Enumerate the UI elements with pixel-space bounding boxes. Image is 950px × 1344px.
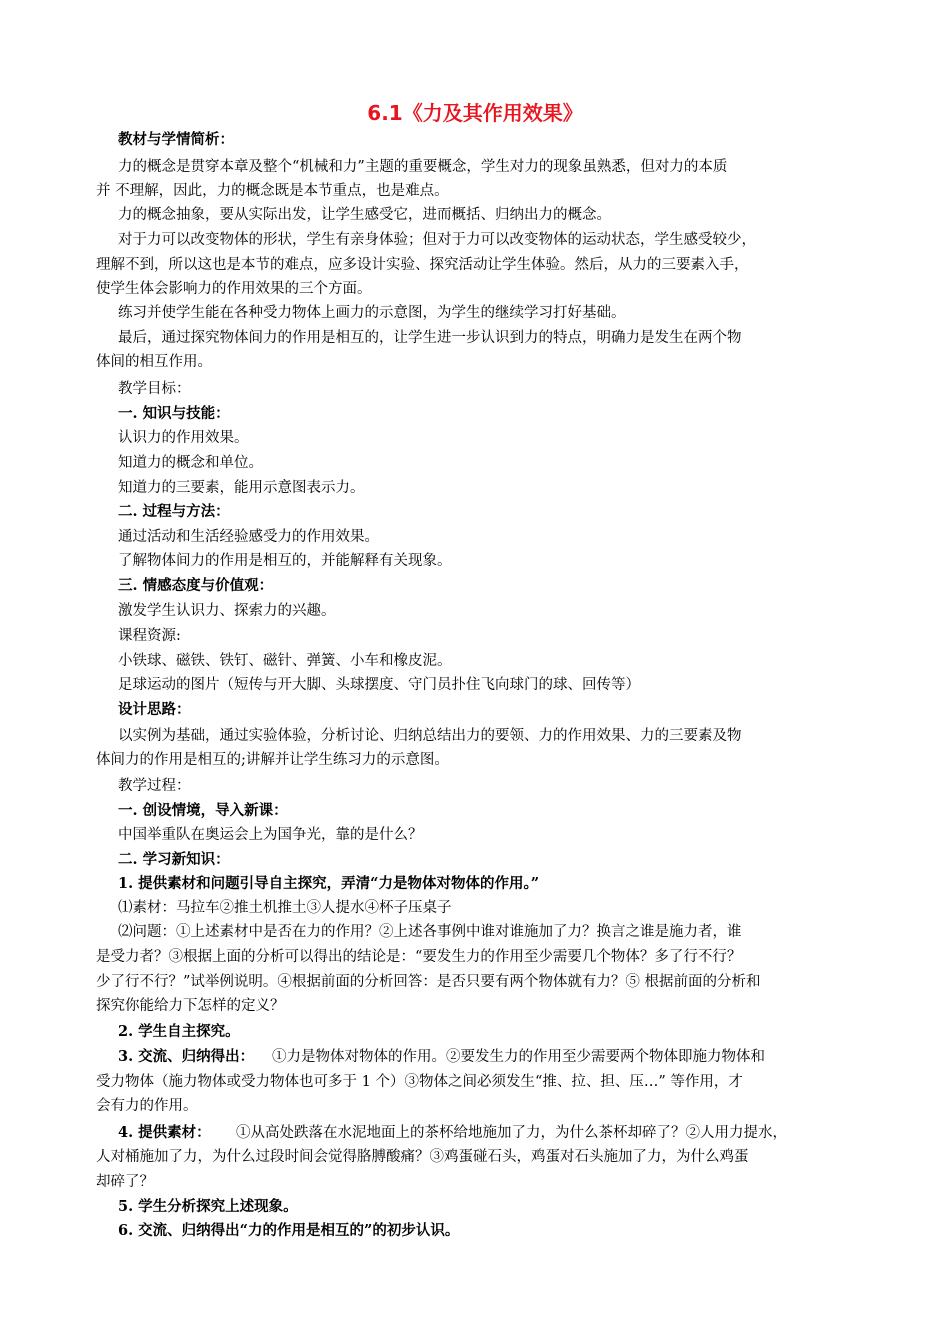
body-text-line: ①从高处跌落在水泥地面上的茶杯给地施加了力，为什么茶杯却碎了？②人用力提水， bbox=[236, 1125, 787, 1141]
body-text-line: 力的概念抽象，要从实际出发，让学生感受它，进而概括、归纳出力的概念。 bbox=[118, 207, 611, 223]
body-text-line: 是受力者？③根据上面的分析可以得出的结论是：“要发生力的作用至少需要几个物体？多了行不行？ bbox=[96, 949, 742, 965]
body-text-line: ①力是物体对物体的作用。②要发生力的作用至少需要两个物体即施力物体和 bbox=[272, 1049, 765, 1065]
body-text-line: 知道力的概念和单位。 bbox=[118, 455, 263, 471]
body-text-line: ⑴素材：马拉车②推土机推土③人提水④杯子压桌子 bbox=[118, 900, 452, 916]
body-text-line: 使学生体会影响力的作用效果的三个方面。 bbox=[96, 281, 372, 297]
body-text-line: 教学过程： bbox=[118, 778, 191, 794]
body-text-line: 少了行不行？”试举例说明。④根据前面的分析回答：是否只要有两个物体就有力？⑤ 根据前面的分析和 bbox=[96, 974, 761, 990]
body-text-line: 人对桶施加了力，为什么过段时间会觉得胳膊酸痛？③鸡蛋碰石头，鸡蛋对石头施加了力，为什么鸡蛋 bbox=[96, 1149, 749, 1165]
section-heading: 1. 提供素材和问题引导自主探究，弄清“力是物体对物体的作用。” bbox=[118, 875, 540, 892]
inline-heading: 3. 交流、归纳得出： bbox=[118, 1048, 255, 1065]
document-title: 6.1《力及其作用效果》 bbox=[367, 101, 583, 125]
body-text-line: 会有力的作用。 bbox=[96, 1098, 198, 1114]
body-text-line: 探究你能给力下怎样的定义？ bbox=[96, 998, 285, 1014]
body-text-line: 理解不到，所以这也是本节的难点，应多设计实验、探究活动让学生体验。然后，从力的三要素入手， bbox=[96, 257, 749, 273]
body-text-line: 最后，通过探究物体间力的作用是相互的，让学生进一步认识到力的特点，明确力是发生在两个物 bbox=[118, 330, 742, 346]
section-heading: 教材与学情简析： bbox=[118, 131, 234, 148]
body-text-line: 课程资源: bbox=[118, 628, 181, 644]
body-text-line: 激发学生认识力、探索力的兴趣。 bbox=[118, 603, 336, 619]
body-text-line: 以实例为基础，通过实验体验，分析讨论、归纳总结出力的要领、力的作用效果、力的三要素及物 bbox=[118, 728, 742, 744]
section-heading: 6. 交流、归纳得出“力的作用是相互的”的初步认识。 bbox=[118, 1222, 460, 1239]
body-text-line: 对于力可以改变物体的形状，学生有亲身体验；但对于力可以改变物体的运动状态，学生感受较少， bbox=[118, 232, 756, 248]
body-text-line: 并 不理解，因此，力的概念既是本节重点，也是难点。 bbox=[96, 183, 449, 199]
body-text-line: 足球运动的图片（短传与开大脚、头球摆度、守门员扑住飞向球门的球、回传等） bbox=[118, 677, 640, 693]
body-text-line: 体间力的作用是相互的;讲解并让学生练习力的示意图。 bbox=[96, 752, 449, 768]
body-text-line: 练习并使学生能在各种受力物体上画力的示意图，为学生的继续学习打好基础。 bbox=[118, 305, 626, 321]
inline-heading: 4. 提供素材： bbox=[118, 1124, 211, 1141]
section-heading: 2. 学生自主探究。 bbox=[118, 1023, 240, 1040]
body-text-line: 受力物体（施力物体或受力物体也可多于 1 个）③物体之间必须发生“推、拉、担、压…” 等作用，才 bbox=[96, 1074, 743, 1090]
body-text-line: 中国举重队在奥运会上为国争光，靠的是什么？ bbox=[118, 827, 423, 843]
section-heading: 一. 知识与技能： bbox=[118, 405, 230, 422]
body-text-line: 体间的相互作用。 bbox=[96, 354, 212, 370]
section-heading: 一. 创设情境，导入新课： bbox=[118, 802, 288, 819]
body-text-line: 力的概念是贯穿本章及整个“机械和力”主题的重要概念，学生对力的现象虽熟悉，但对力的本质 bbox=[118, 159, 728, 175]
section-heading: 设计思路： bbox=[118, 701, 191, 718]
body-text-line: ⑵问题：①上述素材中是否在力的作用？②上述各事例中谁对谁施加了力？换言之谁是施力者，谁 bbox=[118, 924, 742, 940]
section-heading: 二. 过程与方法： bbox=[118, 503, 230, 520]
section-heading: 二. 学习新知识： bbox=[118, 851, 230, 868]
body-text-line: 了解物体间力的作用是相互的，并能解释有关现象。 bbox=[118, 553, 452, 569]
section-heading: 三. 情感态度与价值观： bbox=[118, 577, 274, 594]
body-text-line: 知道力的三要素，能用示意图表示力。 bbox=[118, 480, 365, 496]
body-text-line: 小铁球、磁铁、铁钉、磁针、弹簧、小车和橡皮泥。 bbox=[118, 653, 452, 669]
body-text-line: 认识力的作用效果。 bbox=[118, 430, 249, 446]
body-text-line: 通过活动和生活经验感受力的作用效果。 bbox=[118, 529, 379, 545]
body-text-line: 教学目标： bbox=[118, 381, 191, 397]
body-text-line: 却碎了？ bbox=[96, 1174, 154, 1190]
section-heading: 5. 学生分析探究上述现象。 bbox=[118, 1198, 298, 1215]
